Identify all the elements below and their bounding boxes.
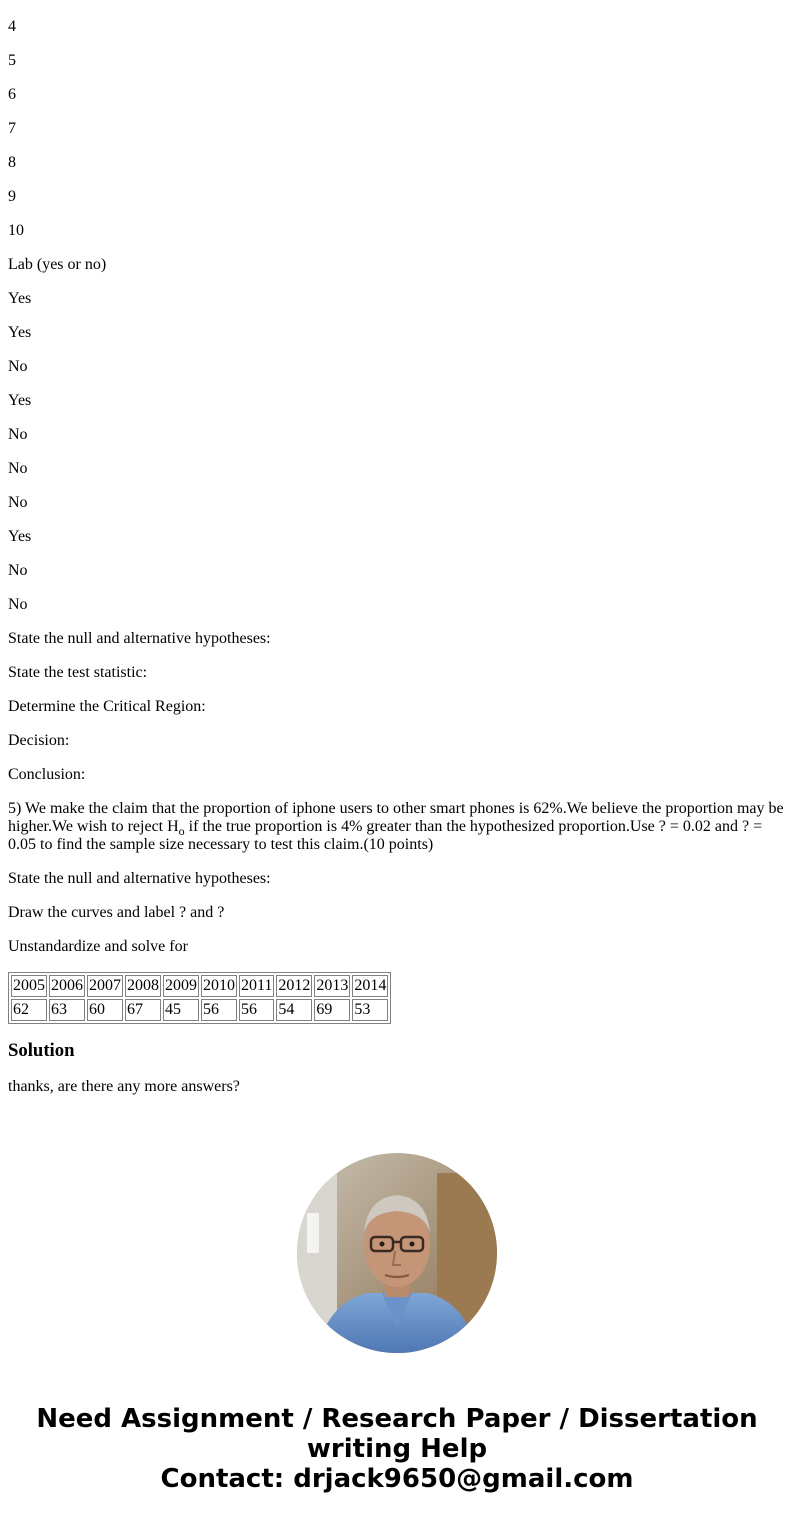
list-item-lab-value: Yes (8, 528, 32, 545)
list-item-lab-value: No (8, 596, 28, 613)
list-item-number: 6 (8, 86, 16, 103)
table-cell-value: 69 (314, 999, 350, 1021)
promo-line-1: Need Assignment / Research Paper / Dissertation (36, 1404, 758, 1434)
promo-contact: Contact: drjack9650@gmail.com (160, 1464, 634, 1494)
table-cell-value: 62 (11, 999, 47, 1021)
step-prompt: Conclusion: (8, 766, 86, 783)
list-item-lab-value: No (8, 494, 28, 511)
lab-values-list (8, 290, 786, 614)
steps-part4 (8, 630, 786, 784)
list-item-lab-value: Yes (8, 392, 32, 409)
promo-banner (0, 1404, 794, 1494)
question-5-text-b: if the true proportion is 4% greater than the hypothesized proportion.Use ? = 0.02 and ? = 0.05 to find the sample size necessary to test this claim.(10 points) (8, 818, 763, 853)
step-prompt: Unstandardize and solve for (8, 938, 188, 955)
table-cell-value: 63 (49, 999, 85, 1021)
table-cell-value: 67 (125, 999, 161, 1021)
step-prompt: Draw the curves and label ? and ? (8, 904, 225, 921)
list-item-number (8, 0, 786, 2)
table-cell-year: 2012 (276, 975, 312, 997)
table-cell-year: 2010 (201, 975, 237, 997)
list-item-number: 10 (8, 222, 24, 239)
table-cell-year: 2008 (125, 975, 161, 997)
table-cell-year: 2005 (11, 975, 47, 997)
list-item-lab-value: No (8, 460, 28, 477)
data-table (8, 972, 391, 1024)
list-item-number: 8 (8, 154, 16, 171)
table-cell-year: 2009 (163, 975, 199, 997)
avatar-portrait-image (297, 1153, 497, 1353)
question-5-subscript: o (178, 824, 185, 839)
step-prompt: State the null and alternative hypotheses: (8, 630, 271, 647)
table-cell-value: 56 (201, 999, 237, 1021)
list-item-lab-value: Yes (8, 290, 32, 307)
table-cell-value: 54 (276, 999, 312, 1021)
question-5 (8, 800, 786, 854)
step-prompt: Decision: (8, 732, 70, 749)
table-cell-year: 2011 (239, 975, 274, 997)
promo-line-2: writing Help (306, 1434, 488, 1464)
list-item-number: 9 (8, 188, 16, 205)
solution-answer: thanks, are there any more answers? (8, 1078, 240, 1095)
list-item-number: 4 (8, 18, 16, 35)
table-row-years (11, 975, 388, 997)
avatar (297, 1153, 497, 1353)
step-prompt: Determine the Critical Region: (8, 698, 206, 715)
table-cell-year: 2013 (314, 975, 350, 997)
list-item-lab-value: No (8, 562, 28, 579)
list-item-lab-value: Yes (8, 324, 32, 341)
table-row-values (11, 999, 388, 1021)
table-cell-year: 2014 (352, 975, 388, 997)
table-cell-value: 53 (352, 999, 388, 1021)
table-cell-value: 56 (239, 999, 274, 1021)
table-cell-value: 60 (87, 999, 123, 1021)
table-cell-year: 2006 (49, 975, 85, 997)
step-prompt: State the null and alternative hypotheses: (8, 870, 271, 887)
list-item-number: 5 (8, 52, 16, 69)
numbered-list (8, 0, 786, 240)
list-item-lab-value: No (8, 426, 28, 443)
steps-part5 (8, 870, 786, 956)
table-cell-value: 45 (163, 999, 199, 1021)
document-body (8, 0, 786, 1096)
lab-header: Lab (yes or no) (8, 256, 107, 273)
table-cell-year: 2007 (87, 975, 123, 997)
step-prompt: State the test statistic: (8, 664, 148, 681)
list-item-lab-value: No (8, 358, 28, 375)
solution-heading: Solution (8, 1040, 75, 1061)
question-5-text-a: 5) We make the claim that the proportion of iphone users to other smart phones is 62%.We believe the proportion may be higher.We wish to reject H (8, 800, 784, 835)
list-item-number: 7 (8, 120, 16, 137)
